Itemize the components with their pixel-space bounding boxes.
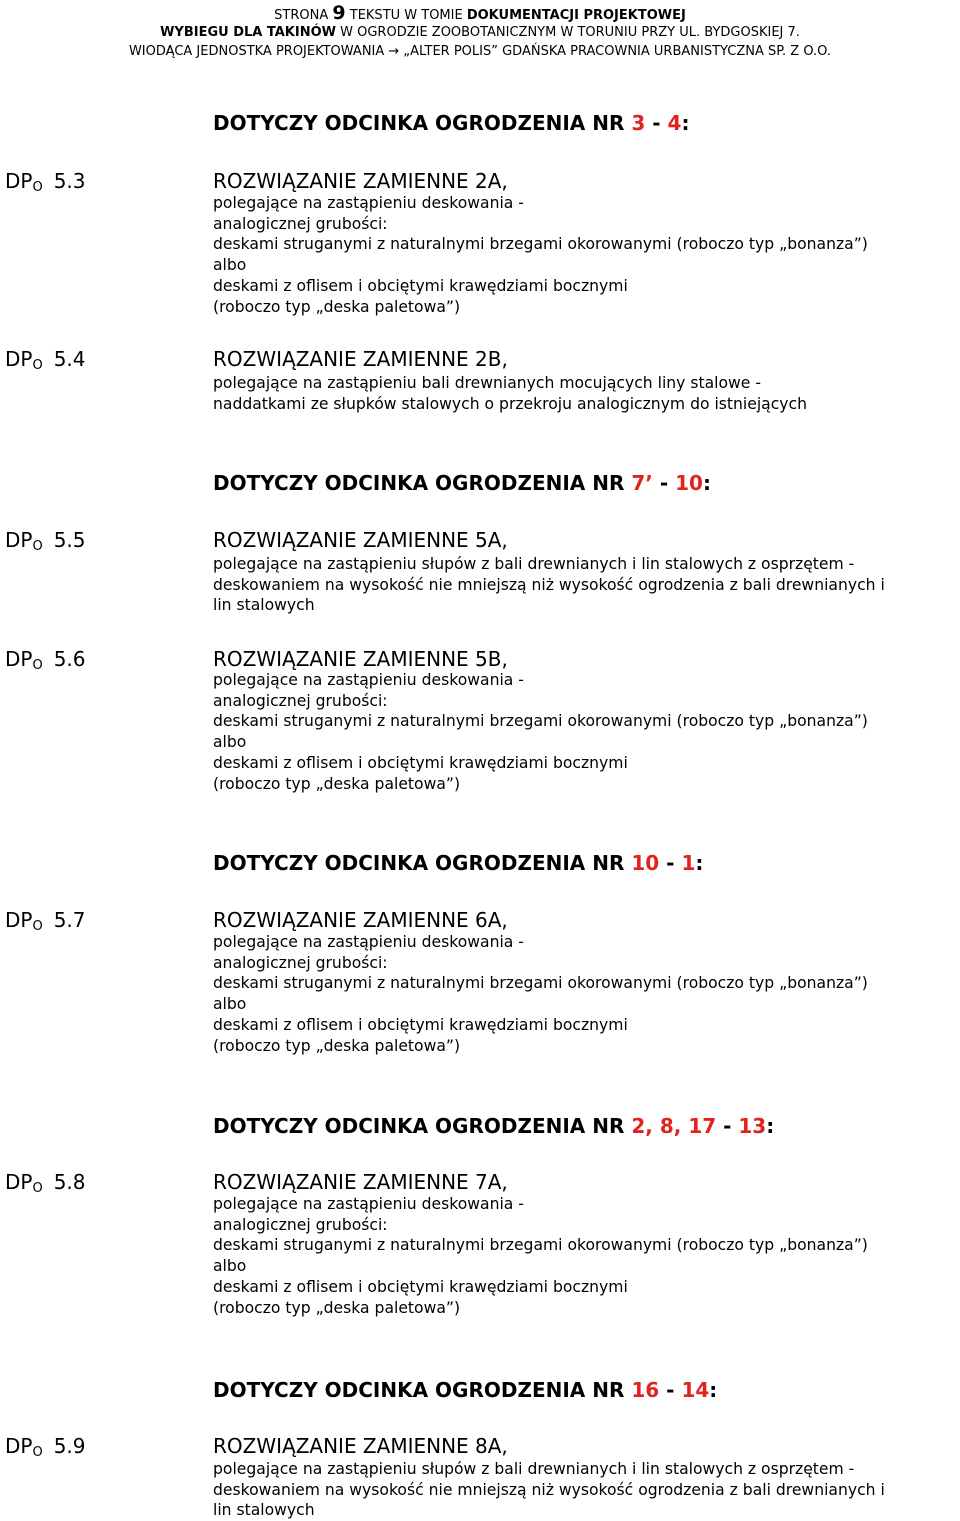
- item-heading: ROZWIĄZANIE ZAMIENNE 5A,: [213, 528, 508, 552]
- header-text: TEKSTU W TOMIE: [345, 8, 467, 23]
- header-doc-title: DOKUMENTACJI PROJEKTOWEJ: [466, 8, 686, 23]
- item-description: polegające na zastąpieniu bali drewnianych mocujących liny stalowe - naddatkami ze słupków stalowych o przekroju analogicznym do istniejących: [213, 374, 807, 413]
- header-unit-label: WIODĄCA JEDNOSTKA PROJEKTOWANIA: [128, 44, 385, 59]
- header-page-label: STRONA: [274, 8, 333, 23]
- header-line-1: [0, 4, 960, 25]
- item-heading: ROZWIĄZANIE ZAMIENNE 2B,: [213, 347, 508, 371]
- header-project-name: WYBIEGU DLA TAKINÓW: [160, 25, 336, 40]
- header-page-number: 9: [332, 2, 346, 24]
- item-description: polegające na zastąpieniu deskowania - analogicznej grubości: deskami struganymi z naturalnymi brzegami okorowanymi (roboczo typ „bonanza”) albo deskami z oflisem i obciętymi krawędziami bocznymi (roboczo typ „deska paletowa”): [213, 194, 868, 316]
- item-heading: ROZWIĄZANIE ZAMIENNE 8A,: [213, 1434, 508, 1458]
- dp-label: $DP_O$ 5.3: [5, 169, 86, 195]
- dp-label: $DP_O$ 5.6: [5, 647, 86, 673]
- item-description: polegające na zastąpieniu deskowania - analogicznej grubości: deskami struganymi z naturalnymi brzegami okorowanymi (roboczo typ „bonanza”) albo deskami z oflisem i obciętymi krawędziami bocznymi (roboczo typ „deska paletowa”): [213, 671, 868, 793]
- item-description: polegające na zastąpieniu deskowania - analogicznej grubości: deskami struganymi z naturalnymi brzegami okorowanymi (roboczo typ „bonanza”) albo deskami z oflisem i obciętymi krawędziami bocznymi (roboczo typ „deska paletowa”): [213, 933, 868, 1055]
- dp-label: $DP_O$ 5.7: [5, 908, 86, 934]
- header-line-3: [0, 42, 960, 61]
- header-location: W OGRODZIE ZOOBOTANICZNYM W TORUNIU PRZY UL. BYDGOSKIEJ 7.: [336, 25, 800, 40]
- dp-label: $DP_O$ 5.8: [5, 1170, 86, 1196]
- item-heading: ROZWIĄZANIE ZAMIENNE 2A,: [213, 169, 508, 193]
- section-title: DOTYCZY ODCINKA OGRODZENIA NR 3 - 4:: [213, 111, 690, 135]
- item-description: polegające na zastąpieniu słupów z bali drewnianych i lin stalowych z osprzętem - deskowaniem na wysokość nie mniejszą niż wysokość ogrodzenia z bali drewnianych i lin stalowych: [213, 555, 885, 615]
- arrow-right-icon: →: [388, 44, 400, 59]
- item-heading: ROZWIĄZANIE ZAMIENNE 7A,: [213, 1170, 508, 1194]
- dp-label: $DP_O$ 5.4: [5, 347, 86, 373]
- item-heading: ROZWIĄZANIE ZAMIENNE 6A,: [213, 908, 508, 932]
- item-heading: ROZWIĄZANIE ZAMIENNE 5B,: [213, 647, 508, 671]
- section-title: DOTYCZY ODCINKA OGRODZENIA NR 2, 8, 17 - 13:: [213, 1114, 775, 1138]
- section-title: DOTYCZY ODCINKA OGRODZENIA NR 7’ - 10:: [213, 471, 711, 495]
- dp-label: $DP_O$ 5.9: [5, 1434, 86, 1460]
- section-title: DOTYCZY ODCINKA OGRODZENIA NR 16 - 14:: [213, 1378, 718, 1402]
- item-description: polegające na zastąpieniu słupów z bali drewnianych i lin stalowych z osprzętem - deskowaniem na wysokość nie mniejszą niż wysokość ogrodzenia z bali drewnianych i lin stalowych: [213, 1460, 885, 1520]
- section-title: DOTYCZY ODCINKA OGRODZENIA NR 10 - 1:: [213, 851, 704, 875]
- header-line-2: [0, 23, 960, 42]
- dp-label: $DP_O$ 5.5: [5, 528, 86, 554]
- header-company: „ALTER POLIS” GDAŃSKA PRACOWNIA URBANISTYCZNA SP. Z O.O.: [403, 44, 832, 59]
- item-description: polegające na zastąpieniu deskowania - analogicznej grubości: deskami struganymi z naturalnymi brzegami okorowanymi (roboczo typ „bonanza”) albo deskami z oflisem i obciętymi krawędziami bocznymi (roboczo typ „deska paletowa”): [213, 1195, 868, 1317]
